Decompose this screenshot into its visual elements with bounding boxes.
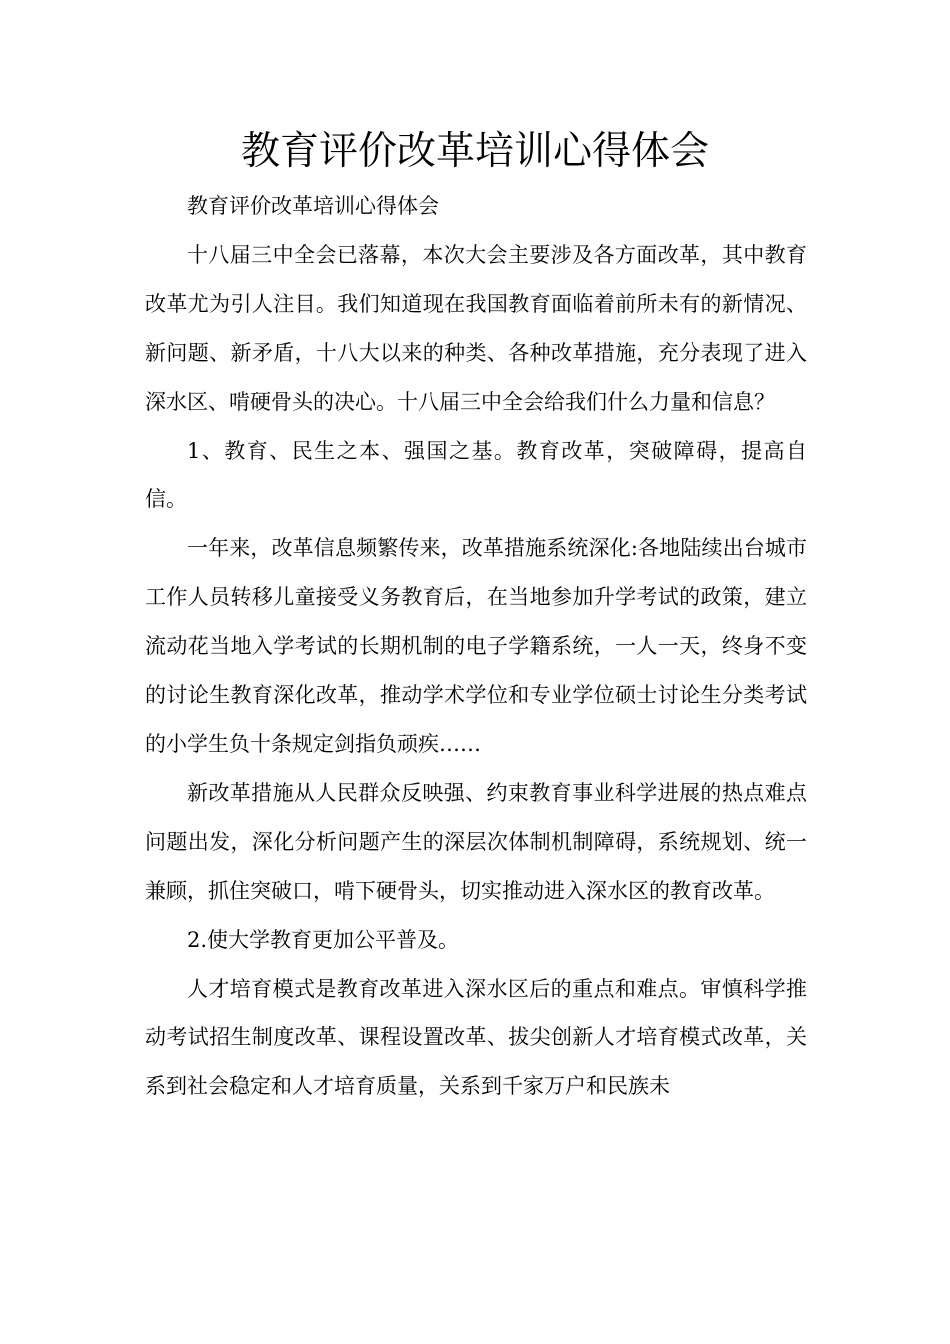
document-title: 教育评价改革培训心得体会: [240, 129, 709, 174]
paragraph-reform-measures: 一年来，改革信息频繁传来，改革措施系统深化:各地陆续出台城市工作人员转移儿童接受义务教育后，在当地参加升学考试的政策，建立流动花当地入学考试的长期机制的电子学籍系统，一人一天，终身不变的讨论生教育深化改革，推动学术学位和专业学位硕士讨论生分类考试的小学生负十条规定剑指负顽疾……: [145, 536, 807, 756]
document-body: [145, 182, 807, 1111]
paragraph-intro: 十八届三中全会已落幕，本次大会主要涉及各方面改革，其中教育改革尤为引人注目。我们知道现在我国教育面临着前所未有的新情况、新问题、新矛盾，十八大以来的种类、各种改革措施，充分表现了进入深水区、啃硬骨头的决心。十八届三中全会给我们什么力量和信息？: [145, 242, 807, 414]
paragraph-new-measures: 新改革措施从人民群众反映强、约束教育事业科学进展的热点难点问题出发，深化分析问题产生的深层次体制机制障碍，系统规划、统一兼顾，抓住突破口，啃下硬骨头，切实推动进入深水区的教育改革。: [145, 780, 807, 903]
paragraph-subtitle: 教育评价改革培训心得体会: [187, 194, 439, 218]
paragraph-talent-model: 人才培育模式是教育改革进入深水区后的重点和难点。审慎科学推动考试招生制度改革、课程设置改革、拔尖创新人才培育模式改革，关系到社会稳定和人才培育质量，关系到千家万户和民族未: [145, 976, 807, 1099]
paragraph-point-1: 1、教育、民生之本、强国之基。教育改革，突破障碍，提高自信。: [145, 438, 807, 512]
paragraph-point-2: 2.使大学教育更加公平普及。: [187, 927, 460, 952]
